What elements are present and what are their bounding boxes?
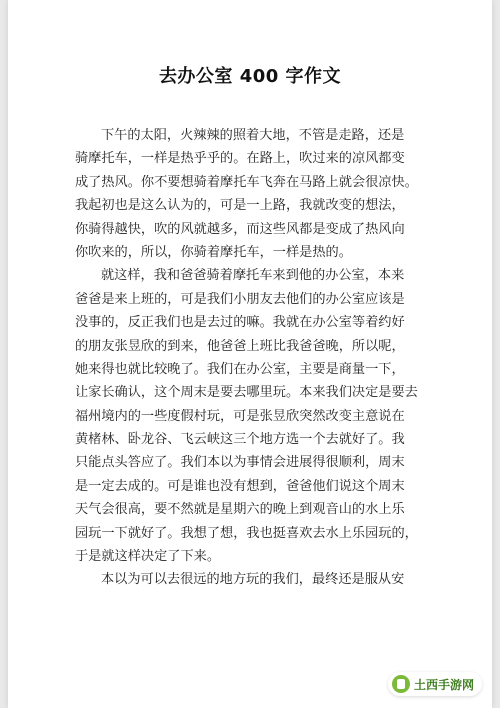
text-line: 园玩一下就好了。我想了想，我也挺喜欢去水上乐园玩的， <box>75 525 418 541</box>
text-line: 爸爸是来上班的，可是我们小朋友去他们的办公室应该是 <box>75 291 405 307</box>
text-line: 的朋友张昱欣的到来，他爸爸上班比我爸爸晚，所以呢， <box>75 338 405 354</box>
text-line: 是一定去成的。可是谁也没有想到，爸爸他们说这个周末 <box>75 478 405 494</box>
text-line: 天气会很高，要不然就是星期六的晚上到观音山的水上乐 <box>75 502 405 518</box>
site-watermark <box>388 672 482 696</box>
text-line: 只能点头答应了。我们本以为事情会进展得很顺利，周末 <box>75 455 405 471</box>
text-line: 我起初也是这么认为的，可是一上路，我就改变的想法， <box>75 198 405 214</box>
leaf-logo-icon <box>392 675 410 693</box>
document-title: 去办公室 400 字作文 <box>158 66 342 87</box>
text-line: 于是就这样决定了下来。 <box>75 549 221 565</box>
text-line: 黄楮林、卧龙谷、飞云峡这三个地方选一个去就好了。我 <box>75 432 405 448</box>
text-line: 让家长确认，这个周末是要去哪里玩。本来我们决定是要去 <box>75 385 418 401</box>
text-line: 就这样，我和爸爸骑着摩托车来到他的办公室，本来 <box>101 268 405 284</box>
watermark-text: 土西手游网 <box>413 677 474 692</box>
text-line: 本以为可以去很远的地方玩的我们，最终还是服从安 <box>101 572 405 588</box>
text-line: 你骑得越快，吹的风就越多，而这些风都是变成了热风向 <box>75 221 405 237</box>
text-line: 福州境内的一些度假村玩，可是张昱欣突然改变主意说在 <box>75 408 405 424</box>
text-line: 下午的太阳，火辣辣的照着大地，不管是走路，还是 <box>101 128 405 143</box>
text-line: 骑摩托车，一样是热乎乎的。在路上，吹过来的凉风都变 <box>75 151 405 167</box>
document-page <box>8 0 492 708</box>
text-line: 没事的，反正我们也是去过的嘛。我就在办公室等着约好 <box>75 315 405 331</box>
document-body <box>75 124 425 592</box>
text-line: 你吹来的，所以，你骑着摩托车，一样是热的。 <box>75 244 352 260</box>
text-line: 成了热风。你不要想骑着摩托车飞奔在马路上就会很凉快。 <box>75 174 418 190</box>
text-line: 她来得也就比较晚了。我们在办公室，主要是商量一下， <box>75 361 405 377</box>
